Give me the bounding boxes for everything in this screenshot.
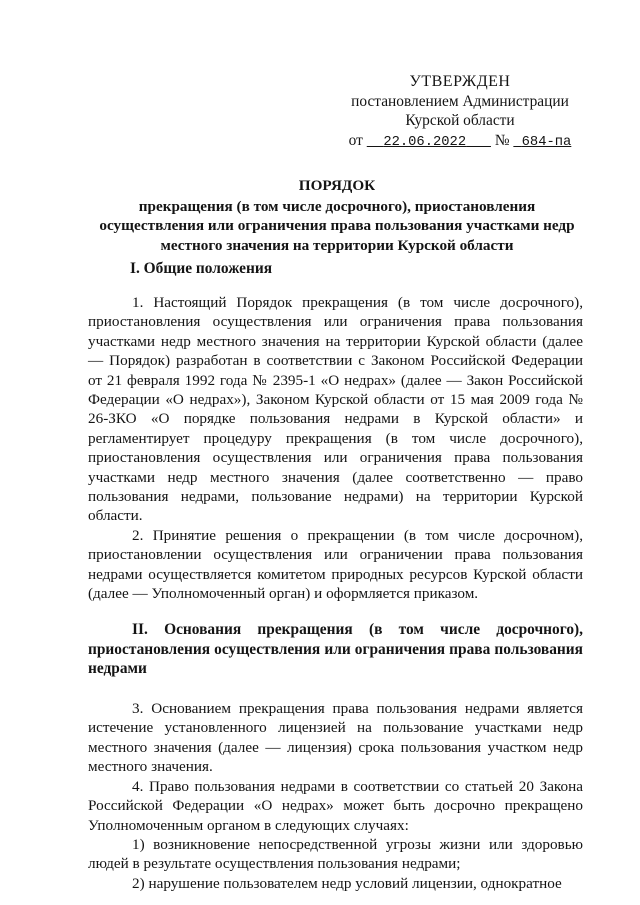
paragraph-3: 3. Основанием прекращения права пользования недрами является истечение установленного лицензией на пользование участками недр местного значения (далее — лицензия) срока пользования участком недр местного значения. (88, 700, 583, 776)
approval-line-1: постановлением Администрации (351, 92, 569, 110)
number-prefix: № (494, 131, 510, 149)
approval-line-2: Курской области (405, 112, 515, 130)
paragraph-4: 4. Право пользования недрами в соответствии со статьей 20 Закона Российской Федерации «О недрах» может быть досрочно прекращено Уполномоченным органом в следующих случаях: (88, 778, 583, 834)
section-2-heading: II. Основания прекращения (в том числе досрочного), приостановления осуществления или ограничения права пользования недрами (88, 621, 583, 678)
approval-date: 22.06.2022 (383, 134, 467, 150)
title-main: ПОРЯДОК (298, 177, 376, 194)
approval-date-line (340, 131, 580, 153)
paragraph-1: 1. Настоящий Порядок прекращения (в том числе досрочного), приостановления осуществления или ограничения права пользования участками недр местного значения на территории Курской области (далее — Порядок) разработан в соответствии с Законом Российской Федерации от 21 февраля 1992 года № 2395-1 «О недрах» (далее — Закон Российской Федерации «О недрах»), Законом Курской области от 15 мая 2009 года № 26-ЗКО «О порядке пользования недрами в Курской области» и регламентирует процедуру прекращения (в том числе досрочного), приостановления осуществления или ограничения права пользования участками недр местного значения (далее соответственно — право пользования недрами, пользование недрами) на территории Курской области. (88, 294, 583, 525)
approval-heading: УТВЕРЖДЕН (409, 73, 511, 90)
title-subtitle: прекращения (в том числе досрочного), приостановления осуществления или ограничения права пользования участками недр местного значения на территории Курской области (99, 197, 575, 254)
section-1-heading: I. Общие положения (130, 260, 273, 277)
date-prefix: от (348, 131, 363, 149)
document-title (88, 176, 586, 255)
paragraph-6: 2) нарушение пользователем недр условий лицензии, однократное (132, 875, 562, 892)
approval-stamp (340, 72, 580, 152)
paragraph-2: 2. Принятие решения о прекращении (в том числе досрочном), приостановлении осуществления или ограничении права пользования недрами осуществляется комитетом природных ресурсов Курской области (далее — Уполномоченный орган) и оформляется приказом. (88, 527, 583, 603)
paragraph-5: 1) возникновение непосредственной угрозы жизни или здоровью людей в результате осуществления пользования недрами; (88, 836, 583, 873)
approval-number: 684-па (521, 134, 572, 150)
